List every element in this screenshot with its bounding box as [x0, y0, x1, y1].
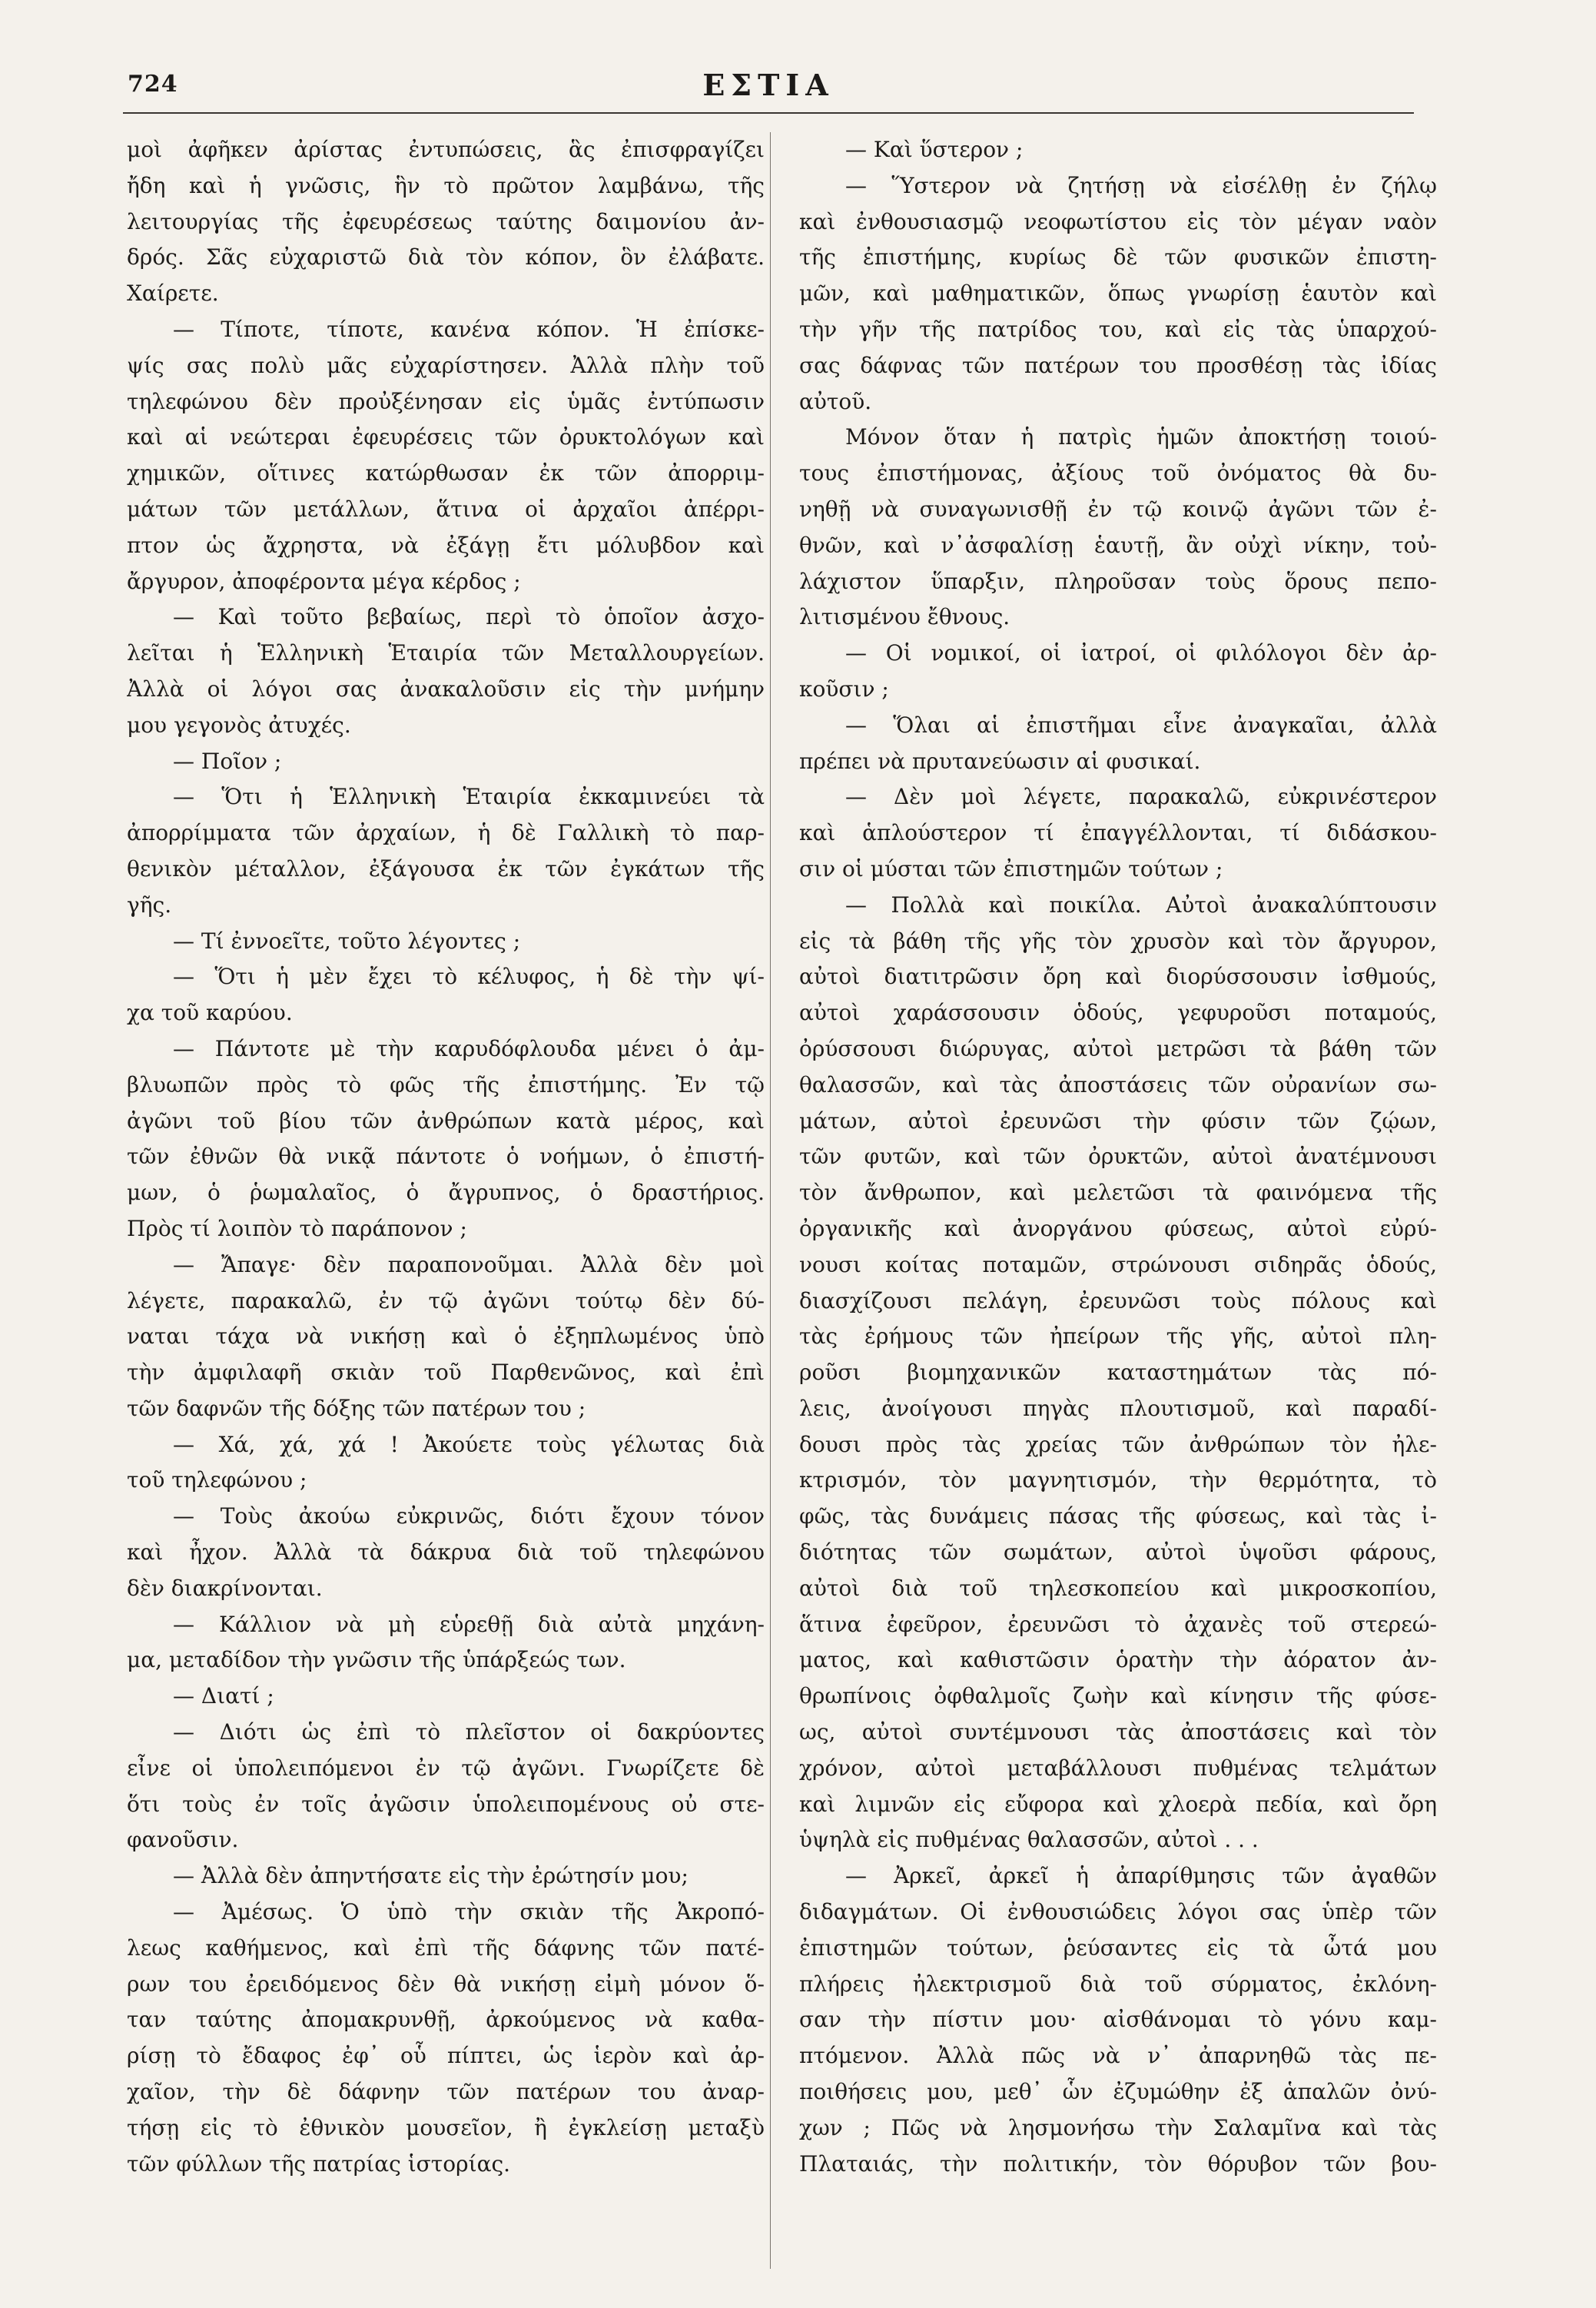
text-line: λειτουργίας τῆς ἐφευρέσεως ταύτης δαιμονίου ἀν- — [127, 208, 765, 234]
text-line: σας δάφνας τῶν πατέρων του προσθέσῃ τὰς ἰδίας — [799, 352, 1437, 378]
text-line: ναται τάχα νὰ νικήσῃ καὶ ὁ ἐξηπλωμένος ὑπὸ — [127, 1323, 765, 1350]
text-line: πλήρεις ἠλεκτρισμοῦ διὰ τοῦ σύρματος, ἐκλόνη- — [799, 1971, 1437, 1997]
text-line: νουσι κοίτας ποταμῶν, στρώνουσι σιδηρᾶς ὁδούς, — [799, 1251, 1437, 1277]
text-line: θαλασσῶν, καὶ τὰς ἀποστάσεις τῶν οὐρανίων σω- — [799, 1071, 1437, 1098]
text-line: διδαγμάτων. Οἱ ἐνθουσιώδεις λόγοι σας ὑπὲρ τῶν — [799, 1899, 1437, 1925]
text-line: ὀργανικῆς καὶ ἀνοργάνου φύσεως, αὐτοὶ εὐρύ- — [799, 1215, 1437, 1241]
text-line: ὀρύσσουσι διώρυγας, αὐτοὶ μετρῶσι τὰ βάθη τῶν — [799, 1035, 1437, 1061]
text-line: βλυωπῶν πρὸς τὸ φῶς τῆς ἐπιστήμης. Ἐν τῷ — [127, 1071, 765, 1098]
text-line: καὶ λιμνῶν εἰς εὔφορα καὶ χλοερὰ πεδία, καὶ ὄρη — [799, 1791, 1437, 1817]
text-line: Πρὸς τί λοιπὸν τὸ παράπονον ; — [127, 1215, 467, 1241]
text-line: κτρισμόν, τὸν μαγνητισμόν, τὴν θερμότητα, τὸ — [799, 1467, 1437, 1493]
text-line: αὐτοὶ διατιτρῶσιν ὄρη καὶ διορύσσουσιν ἰσθμούς, — [799, 964, 1437, 990]
text-line: τῶν φύλλων τῆς πατρίας ἱστορίας. — [127, 2150, 511, 2177]
text-line: λεῖται ἡ Ἑλληνικὴ Ἑταιρία τῶν Μεταλλουργείων. — [127, 640, 765, 666]
text-line: ως, αὐτοὶ συντέμνουσι τὰς ἀποστάσεις καὶ τὸν — [799, 1719, 1437, 1745]
text-line: ροῦσι βιομηχανικῶν καταστημάτων τὰς πό- — [799, 1360, 1437, 1386]
text-line: μῶν, καὶ μαθηματικῶν, ὅπως γνωρίσῃ ἑαυτὸν καὶ — [799, 281, 1437, 307]
text-line: λάχιστον ὕπαρξιν, πληροῦσαν τοὺς ὅρους πεπο- — [799, 568, 1437, 594]
text-line: φῶς, τὰς δυνάμεις πάσας τῆς φύσεως, καὶ τὰς ἰ- — [799, 1503, 1437, 1529]
text-line: θνῶν, καὶ ν᾽ἀσφαλίσῃ ἑαυτῇ, ἂν οὐχὶ νίκην, τοὐ- — [799, 532, 1437, 558]
text-line: ψίς σας πολὺ μᾶς εὐχαρίστησεν. Ἀλλὰ πλὴν τοῦ — [127, 352, 765, 378]
page-number: 724 — [128, 71, 178, 98]
text-line: ρίσῃ τὸ ἔδαφος ἐφ᾽ οὗ πίπτει, ὡς ἱερὸν καὶ ἀρ- — [127, 2043, 765, 2069]
text-line: — Διότι ὡς ἐπὶ τὸ πλεῖστον οἱ δακρύοντες — [173, 1719, 765, 1745]
text-line: χα τοῦ καρύου. — [127, 1000, 293, 1026]
text-line: — Ποῖον ; — [173, 748, 282, 774]
text-line: τὰς ἐρήμους τῶν ἠπείρων τῆς γῆς, αὐτοὶ πλη- — [799, 1323, 1437, 1350]
text-line: — Δὲν μοὶ λέγετε, παρακαλῶ, εὐκρινέστερον — [845, 784, 1437, 810]
text-line: τήσῃ εἰς τὸ ἐθνικὸν μουσεῖον, ἢ ἐγκλείσῃ μεταξὺ — [127, 2114, 765, 2140]
text-line: τῆς ἐπιστήμης, κυρίως δὲ τῶν φυσικῶν ἐπιστη- — [799, 244, 1437, 271]
text-line: χαῖον, τὴν δὲ δάφνην τῶν πατέρων του ἀναρ- — [127, 2079, 765, 2105]
text-line: τηλεφώνου δὲν προὐξένησαν εἰς ὑμᾶς ἐντύπωσιν — [127, 388, 765, 414]
text-line: φανοῦσιν. — [127, 1827, 239, 1853]
text-line: τῶν δαφνῶν τῆς δόξης τῶν πατέρων του ; — [127, 1395, 586, 1421]
text-line: αὐτοῦ. — [799, 388, 872, 414]
text-line: σιν οἱ μύσται τῶν ἐπιστημῶν τούτων ; — [799, 855, 1223, 882]
text-line: σαν τὴν πίστιν μου· αἰσθάνομαι τὸ γόνυ καμ- — [799, 2007, 1437, 2033]
text-line: ἀγῶνι τοῦ βίου τῶν ἀνθρώπων κατὰ μέρος, καὶ — [127, 1108, 765, 1134]
text-line: Χαίρετε. — [127, 281, 219, 307]
text-line: τους ἐπιστήμονας, ἀξίους τοῦ ὀνόματος θὰ δυ- — [799, 460, 1437, 487]
text-line: λιτισμένου ἔθνους. — [799, 604, 1010, 630]
right-text-column — [799, 132, 1437, 2182]
text-line: καὶ ἐνθουσιασμῷ νεοφωτίστου εἰς τὸν μέγαν ναὸν — [799, 208, 1437, 234]
text-line: μάτων, αὐτοὶ ἐρευνῶσι τὴν φύσιν τῶν ζῴων, — [799, 1108, 1437, 1134]
text-line: — Καὶ ὕστερον ; — [845, 137, 1024, 162]
page-header — [123, 68, 1414, 117]
text-line: καὶ ἁπλούστερον τί ἐπαγγέλλονται, τί διδάσκου- — [799, 820, 1437, 846]
journal-title: ΕΣΤΙΑ — [702, 68, 834, 102]
text-line: πρέπει νὰ πρυτανεύωσιν αἱ φυσικαί. — [799, 748, 1201, 774]
text-line: θενικὸν μέταλλον, ἐξάγουσα ἐκ τῶν ἐγκάτων τῆς — [127, 855, 765, 882]
text-line: τὴν γῆν τῆς πατρίδος του, καὶ εἰς τὰς ὑπαρχού- — [799, 316, 1437, 342]
text-line: εἶνε οἱ ὑπολειπόμενοι ἐν τῷ ἀγῶνι. Γνωρίζετε δὲ — [127, 1755, 765, 1781]
text-line: χων ; Πῶς νὰ λησμονήσω τὴν Σαλαμῖνα καὶ τὰς — [799, 2114, 1437, 2140]
text-line: Πλαταιάς, τὴν πολιτικήν, τὸν θόρυβον τῶν βου- — [799, 2150, 1437, 2177]
text-line: καὶ ἦχον. Ἀλλὰ τὰ δάκρυα διὰ τοῦ τηλεφώνου — [127, 1539, 765, 1566]
text-line: ἐπιστημῶν τούτων, ῥεύσαντες εἰς τὰ ὦτά μου — [799, 1934, 1437, 1961]
text-line: πτον ὡς ἄχρηστα, νὰ ἐξάγῃ ἔτι μόλυβδον καὶ — [127, 532, 765, 558]
text-line: μάτων τῶν μετάλλων, ἅτινα οἱ ἀρχαῖοι ἀπέρρι- — [127, 496, 765, 522]
text-line: — Ἄπαγε· δὲν παραπονοῦμαι. Ἀλλὰ δὲν μοὶ — [173, 1251, 765, 1277]
text-line: δρός. Σᾶς εὐχαριστῶ διὰ τὸν κόπον, ὃν ἐλάβατε. — [127, 244, 765, 271]
text-line: — Ἀλλὰ δὲν ἀπηντήσατε εἰς τὴν ἐρώτησίν μου; — [173, 1863, 689, 1889]
text-line: — Κάλλιον νὰ μὴ εὑρεθῇ διὰ αὐτὰ μηχάνη- — [173, 1611, 765, 1637]
text-line: εἰς τὰ βάθη τῆς γῆς τὸν χρυσὸν καὶ τὸν ἄργυρον, — [799, 928, 1437, 954]
text-line: ὅτι τοὺς ἐν τοῖς ἀγῶσιν ὑπολειπομένους οὐ στε- — [127, 1791, 765, 1817]
text-line: κοῦσιν ; — [799, 676, 889, 702]
text-line: ταν ταύτης ἀπομακρυνθῇ, ἀρκούμενος νὰ καθα- — [127, 2007, 765, 2033]
text-line: χημικῶν, οἵτινες κατώρθωσαν ἐκ τῶν ἀπορριμ- — [127, 460, 765, 487]
text-line: — Οἱ νομικοί, οἱ ἰατροί, οἱ φιλόλογοι δὲν ἀρ- — [845, 640, 1437, 666]
text-line: — Τίποτε, τίποτε, κανένα κόπον. Ἡ ἐπίσκε- — [173, 316, 765, 342]
text-line: — Ὕστερον νὰ ζητήσῃ νὰ εἰσέλθῃ ἐν ζήλῳ — [845, 172, 1437, 198]
text-line: ὑψηλὰ εἰς πυθμένας θαλασσῶν, αὐτοὶ . . . — [799, 1827, 1259, 1853]
text-line: τὸν ἄνθρωπον, καὶ μελετῶσι τὰ φαινόμενα τῆς — [799, 1180, 1437, 1206]
text-line: ἀπορρίμματα τῶν ἀρχαίων, ἡ δὲ Γαλλικὴ τὸ παρ- — [127, 820, 765, 846]
text-line: — Ὅτι ἡ μὲν ἔχει τὸ κέλυφος, ἡ δὲ τὴν ψί- — [173, 964, 765, 990]
text-line: Μόνον ὅταν ἡ πατρὶς ἡμῶν ἀποκτήσῃ τοιού- — [845, 424, 1437, 450]
text-line: μα, μεταδίδον τὴν γνῶσιν τῆς ὑπάρξεώς των. — [127, 1647, 626, 1673]
column-divider — [770, 132, 771, 2269]
text-line: αὐτοὶ διὰ τοῦ τηλεσκοπείου καὶ μικροσκοπίου, — [799, 1575, 1437, 1601]
text-line: τοῦ τηλεφώνου ; — [127, 1467, 307, 1493]
text-line: μων, ὁ ῥωμαλαῖος, ὁ ἄγρυπνος, ὁ δραστήριος. — [127, 1180, 765, 1206]
text-line: ποιθήσεις μου, μεθ᾽ ὧν ἐζυμώθην ἐξ ἁπαλῶν ὀνύ- — [799, 2079, 1437, 2105]
text-line: διασχίζουσι πελάγη, ἐρευνῶσι τοὺς πόλους καὶ — [799, 1287, 1437, 1313]
text-line: θρωπίνοις ὀφθαλμοῖς ζωὴν καὶ κίνησιν τῆς φύσε- — [799, 1683, 1437, 1709]
text-line: — Πολλὰ καὶ ποικίλα. Αὐτοὶ ἀνακαλύπτουσιν — [845, 892, 1437, 918]
text-line: χρόνον, αὐτοὶ μεταβάλλουσι πυθμένας τελμάτων — [799, 1755, 1437, 1781]
text-line: — Τί ἐννοεῖτε, τοῦτο λέγοντες ; — [173, 928, 521, 954]
text-line: δὲν διακρίνονται. — [127, 1575, 323, 1601]
text-line: — Τοὺς ἀκούω εὐκρινῶς, διότι ἔχουν τόνον — [173, 1503, 765, 1529]
text-line: καὶ αἱ νεώτεραι ἐφευρέσεις τῶν ὀρυκτολόγων καὶ — [127, 424, 765, 450]
left-text-column — [127, 132, 765, 2182]
text-line: — Χά, χά, χά ! Ἀκούετε τοὺς γέλωτας διὰ — [173, 1431, 765, 1457]
text-line: ματος, καὶ καθιστῶσιν ὁρατὴν τὴν ἀόρατον ἀν- — [799, 1647, 1437, 1673]
text-line: τῶν ἐθνῶν θὰ νικᾷ πάντοτε ὁ νοήμων, ὁ ἐπιστή- — [127, 1144, 765, 1170]
header-rule — [123, 112, 1414, 114]
text-line: ἅτινα ἐφεῦρον, ἐρευνῶσι τὸ ἀχανὲς τοῦ στερεώ- — [799, 1611, 1437, 1637]
text-line: γῆς. — [127, 892, 172, 918]
text-line: τὴν ἀμφιλαφῆ σκιὰν τοῦ Παρθενῶνος, καὶ ἐπὶ — [127, 1360, 765, 1386]
text-line: — Πάντοτε μὲ τὴν καρυδόφλουδα μένει ὁ ἀμ- — [173, 1035, 765, 1061]
text-line: μου γεγονὸς ἀτυχές. — [127, 712, 351, 738]
text-line: διότητας τῶν σωμάτων, αὐτοὶ ὑψοῦσι φάρους, — [799, 1539, 1437, 1566]
text-line: — Ἀρκεῖ, ἀρκεῖ ἡ ἀπαρίθμησις τῶν ἀγαθῶν — [845, 1863, 1437, 1889]
text-line: — Ὅτι ἡ Ἑλληνικὴ Ἑταιρία ἐκκαμινεύει τὰ — [173, 784, 765, 810]
text-line: νηθῇ νὰ συναγωνισθῇ ἐν τῷ κοινῷ ἀγῶνι τῶν ἐ- — [799, 496, 1437, 522]
text-line: — Ἀμέσως. Ὁ ὑπὸ τὴν σκιὰν τῆς Ἀκροπό- — [173, 1899, 765, 1925]
text-line: λέγετε, παρακαλῶ, ἐν τῷ ἀγῶνι τούτῳ δὲν δύ- — [127, 1287, 765, 1313]
text-line: ἄργυρον, ἀποφέροντα μέγα κέρδος ; — [127, 568, 521, 594]
text-line: τῶν φυτῶν, καὶ τῶν ὀρυκτῶν, αὐτοὶ ἀνατέμνουσι — [799, 1144, 1437, 1170]
text-line: ἤδη καὶ ἡ γνῶσις, ἣν τὸ πρῶτον λαμβάνω, τῆς — [127, 172, 765, 198]
text-line: ρων του ἐρειδόμενος δὲν θὰ νικήσῃ εἰμὴ μόνον ὅ- — [127, 1971, 765, 1997]
text-line: λεις, ἀνοίγουσι πηγὰς πλουτισμοῦ, καὶ παραδί- — [799, 1395, 1437, 1421]
text-line: — Ὅλαι αἱ ἐπιστῆμαι εἶνε ἀναγκαῖαι, ἀλλὰ — [845, 712, 1437, 738]
text-line: μοὶ ἀφῆκεν ἀρίστας ἐντυπώσεις, ἃς ἐπισφραγίζει — [127, 137, 765, 162]
text-line: — Διατί ; — [173, 1683, 274, 1709]
text-line: πτόμενον. Ἀλλὰ πῶς νὰ ν᾽ ἀπαρνηθῶ τὰς πε- — [799, 2043, 1437, 2069]
text-line: — Καὶ τοῦτο βεβαίως, περὶ τὸ ὁποῖον ἀσχο- — [173, 604, 765, 630]
text-line: Ἀλλὰ οἱ λόγοι σας ἀνακαλοῦσιν εἰς τὴν μνήμην — [127, 676, 765, 702]
text-line: δουσι πρὸς τὰς χρείας τῶν ἀνθρώπων τὸν ἠλε- — [799, 1431, 1437, 1457]
text-line: λεως καθήμενος, καὶ ἐπὶ τῆς δάφνης τῶν πατέ- — [127, 1934, 765, 1961]
text-line: αὐτοὶ χαράσσουσιν ὁδούς, γεφυροῦσι ποταμούς, — [799, 1000, 1437, 1026]
